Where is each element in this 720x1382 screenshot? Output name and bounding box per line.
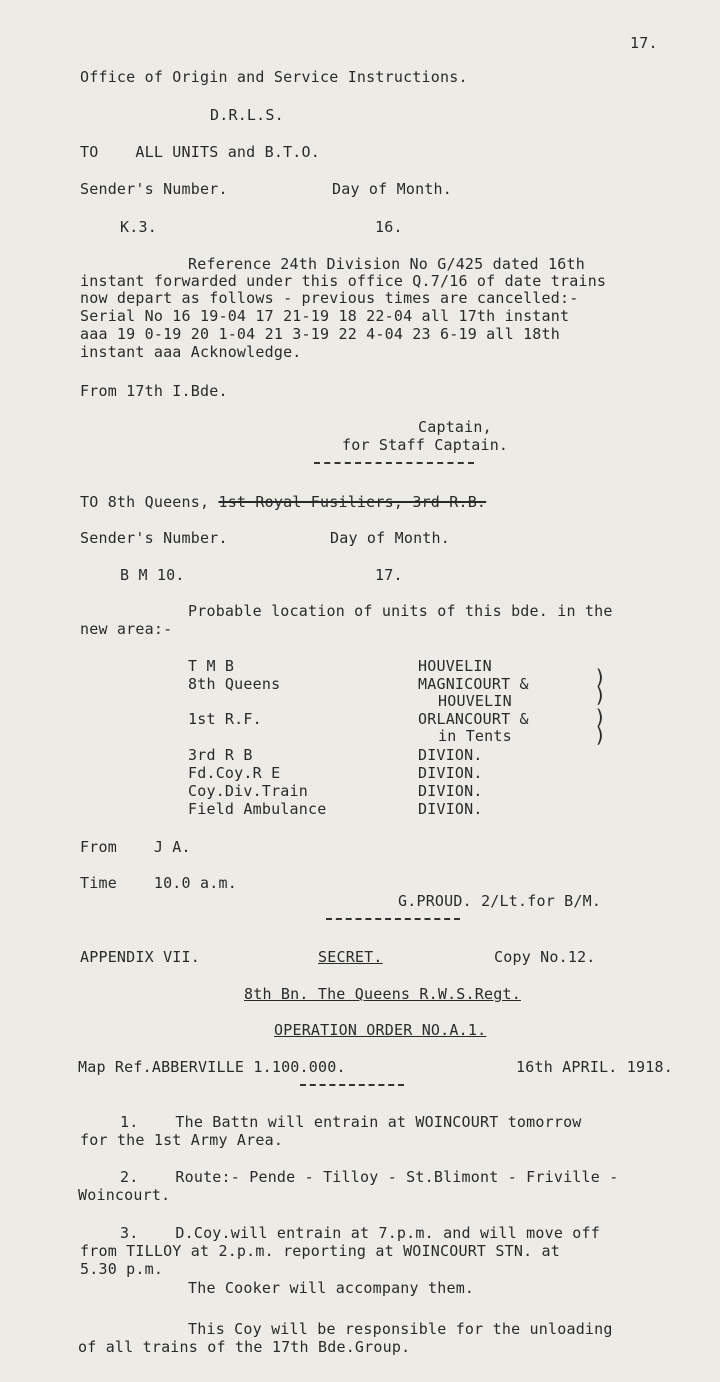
handwritten-brace-mark: ): [594, 705, 607, 729]
message1-sender-number: K.3.: [120, 218, 157, 236]
message1-body-line: now depart as follows - previous times are cancelled:-: [80, 289, 579, 307]
message2-to-prefix: TO 8th Queens,: [80, 493, 219, 511]
message1-signature-title: Captain,: [418, 418, 492, 436]
battalion-heading: 8th Bn. The Queens R.W.S.Regt.: [244, 985, 521, 1003]
message2-intro-line: Probable location of units of this bde. in the: [188, 602, 613, 620]
unit-location: DIVION.: [418, 764, 483, 782]
order-date: 16th APRIL. 1918.: [516, 1058, 673, 1076]
message1-day: 16.: [375, 218, 403, 236]
order-paragraph-line: 1. The Battn will entrain at WOINCOURT tomorrow: [120, 1113, 582, 1131]
unit-name: Coy.Div.Train: [188, 782, 308, 800]
message2-to: [80, 493, 486, 511]
message1-body-line: instant forwarded under this office Q.7/16 of date trains: [80, 272, 607, 290]
section-divider: [326, 918, 460, 920]
unit-location: DIVION.: [418, 782, 483, 800]
message1-body-line: instant aaa Acknowledge.: [80, 343, 302, 361]
order-paragraph-line: Woincourt.: [78, 1186, 171, 1204]
unit-location: DIVION.: [418, 746, 483, 764]
section-divider: [300, 1084, 404, 1086]
order-paragraph-line: 2. Route:- Pende - Tilloy - St.Blimont - Friville -: [120, 1168, 619, 1186]
order-paragraph-line: of all trains of the 17th Bde.Group.: [78, 1338, 411, 1356]
unit-location: ORLANCOURT &: [418, 710, 529, 728]
operation-order-title: OPERATION ORDER NO.A.1.: [274, 1021, 487, 1039]
order-paragraph-line: This Coy will be responsible for the unloading: [188, 1320, 613, 1338]
copy-number: Copy No.12.: [494, 948, 596, 966]
unit-name: 3rd R B: [188, 746, 253, 764]
handwritten-brace-mark: ): [594, 665, 607, 689]
unit-name: 8th Queens: [188, 675, 281, 693]
section-divider: [314, 462, 474, 464]
message1-body-line: Reference 24th Division No G/425 dated 16th: [188, 255, 585, 273]
message2-day-label: Day of Month.: [330, 529, 450, 547]
message1-signature-role: for Staff Captain.: [342, 436, 509, 454]
message1-body-line: aaa 19 0-19 20 1-04 21 3-19 22 4-04 23 6-19 all 18th: [80, 325, 560, 343]
message1-body-line: Serial No 16 19-04 17 21-19 18 22-04 all 17th instant: [80, 307, 570, 325]
order-paragraph-line: 3. D.Coy.will entrain at 7.p.m. and will move off: [120, 1224, 600, 1242]
message1-sender-label: Sender's Number.: [80, 180, 228, 198]
handwritten-brace-mark: ): [594, 683, 607, 707]
unit-location: in Tents: [438, 727, 512, 745]
message2-to-struck-out: 1st Royal Fusiliers, 3rd R.B.: [218, 493, 487, 511]
message2-day: 17.: [375, 566, 403, 584]
message2-from: From J A.: [80, 838, 191, 856]
unit-location: DIVION.: [418, 800, 483, 818]
unit-name: Fd.Coy.R E: [188, 764, 281, 782]
unit-name: 1st R.F.: [188, 710, 262, 728]
unit-name: Field Ambulance: [188, 800, 327, 818]
message2-signature: G.PROUD. 2/Lt.for B/M.: [398, 892, 602, 910]
order-paragraph-line: for the 1st Army Area.: [80, 1131, 284, 1149]
office-of-origin-header: Office of Origin and Service Instructions.: [80, 68, 468, 86]
handwritten-brace-mark: ): [594, 723, 607, 747]
map-reference: Map Ref.ABBERVILLE 1.100.000.: [78, 1058, 346, 1076]
service-instructions: D.R.L.S.: [210, 106, 284, 124]
unit-location: HOUVELIN: [438, 692, 512, 710]
message2-sender-number: B M 10.: [120, 566, 185, 584]
unit-name: T M B: [188, 657, 235, 675]
unit-location: HOUVELIN: [418, 657, 492, 675]
message2-intro-line: new area:-: [80, 620, 173, 638]
message1-to: TO ALL UNITS and B.T.O.: [80, 143, 320, 161]
secret-label: SECRET.: [318, 948, 383, 966]
order-paragraph-line: The Cooker will accompany them.: [188, 1279, 475, 1297]
order-paragraph-line: 5.30 p.m.: [80, 1260, 164, 1278]
message2-sender-label: Sender's Number.: [80, 529, 228, 547]
page-number: 17.: [630, 34, 658, 52]
unit-location: MAGNICOURT &: [418, 675, 529, 693]
message1-from: From 17th I.Bde.: [80, 382, 228, 400]
message1-day-label: Day of Month.: [332, 180, 452, 198]
message2-time: Time 10.0 a.m.: [80, 874, 237, 892]
appendix-label: APPENDIX VII.: [80, 948, 200, 966]
order-paragraph-line: from TILLOY at 2.p.m. reporting at WOINCOURT STN. at: [80, 1242, 560, 1260]
